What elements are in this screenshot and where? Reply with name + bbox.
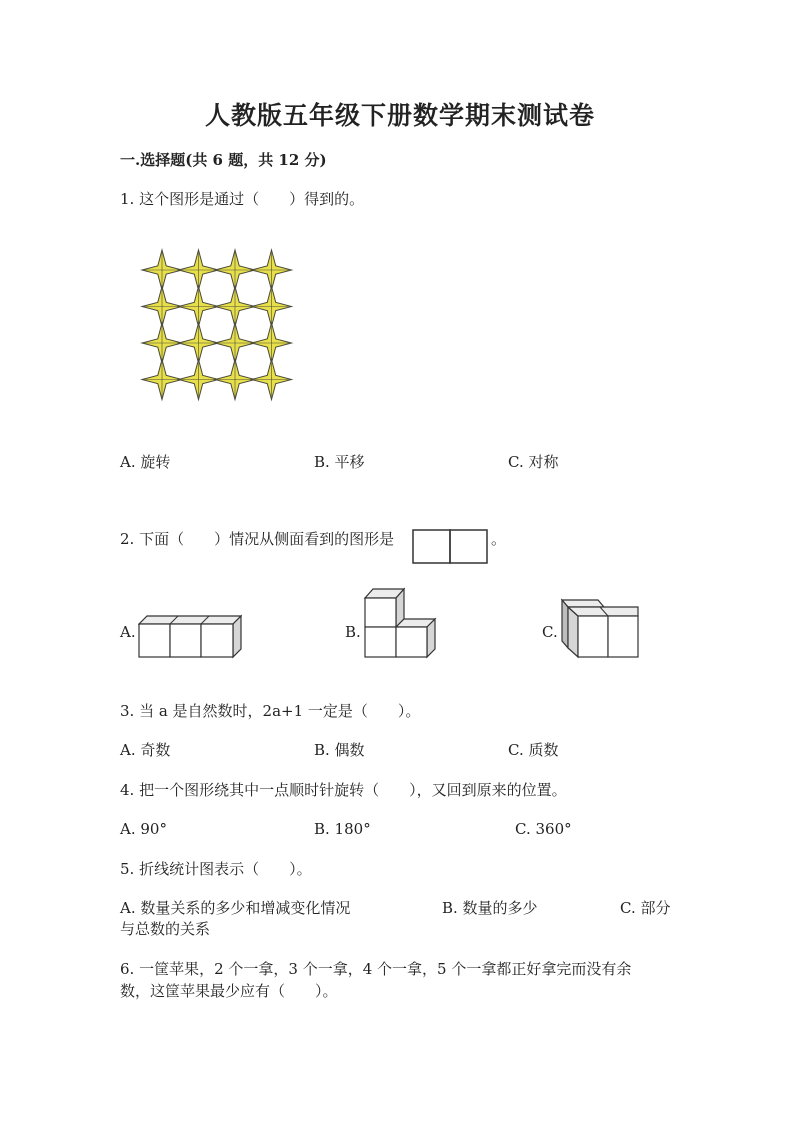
q1-option-b[interactable]: B. 平移 [314,453,365,471]
q1-option-c[interactable]: C. 对称 [508,453,559,471]
question-4: 4. 把一个图形绕其中一点顺时针旋转（ ），又回到原来的位置。 [120,781,567,799]
question-1: 1. 这个图形是通过（ ）得到的。 [120,190,365,208]
q1-option-a[interactable]: A. 旋转 [120,453,171,471]
q2-option-b[interactable]: B. [345,623,361,641]
q4-option-c[interactable]: C. 360° [515,820,572,838]
question-6-line-2: 数，这筐苹果最少应有（ ）。 [120,982,338,1000]
q3-option-c[interactable]: C. 质数 [508,741,559,759]
q2-option-c[interactable]: C. [542,623,558,641]
side-view-figure [412,529,490,565]
q5-option-b[interactable]: B. 数量的多少 [442,899,538,917]
q4-option-a[interactable]: A. 90° [120,820,167,838]
q5-option-c[interactable]: C. 部分 [620,899,671,917]
q2-option-b-cubes [362,586,438,660]
question-2 [120,528,394,550]
q2-option-a-cubes [138,612,242,660]
q2-option-c-cubes [560,598,642,660]
question-3: 3. 当 a 是自然数时，2a+1 一定是（ ）。 [120,702,421,720]
section-heading: 一.选择题(共 6 题，共 12 分) [120,151,327,169]
q3-option-b[interactable]: B. 偶数 [314,741,365,759]
question-2-end: 。 [491,530,507,548]
q3-option-a[interactable]: A. 奇数 [120,741,171,759]
page-title: 人教版五年级下册数学期末测试卷 [204,101,595,130]
question-5: 5. 折线统计图表示（ ）。 [120,860,312,878]
q4-option-b[interactable]: B. 180° [314,820,371,838]
q2-option-a[interactable]: A. [120,623,136,641]
question-2-text: 2. 下面（ ）情况从侧面看到的图形是 [120,530,395,548]
q5-option-a[interactable]: A. 数量关系的多少和增减变化情况 [120,899,351,917]
star-pattern-figure [140,248,305,408]
q5-option-continuation: 与总数的关系 [120,920,211,938]
question-6-line-1: 6. 一筐苹果，2 个一拿，3 个一拿，4 个一拿，5 个一拿都正好拿完而没有余 [120,960,632,978]
